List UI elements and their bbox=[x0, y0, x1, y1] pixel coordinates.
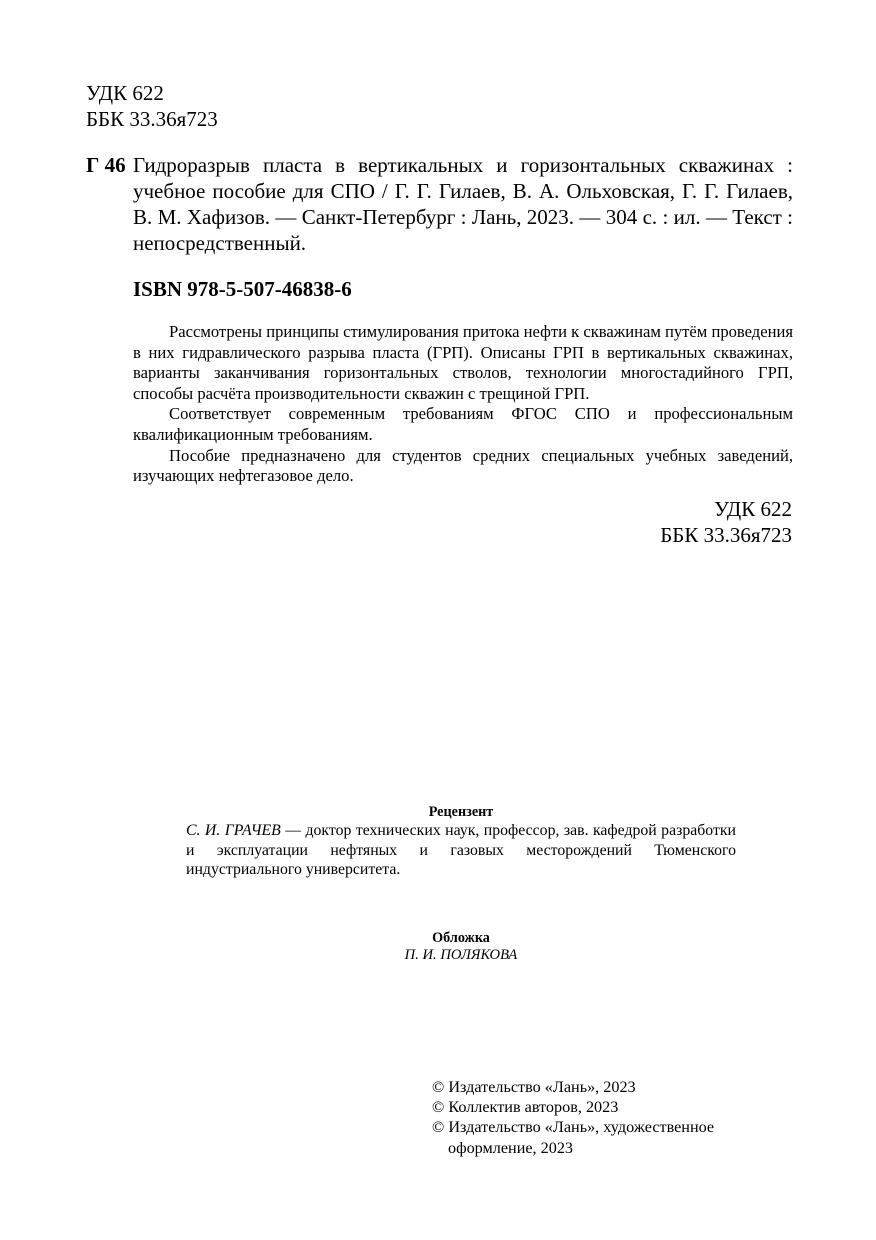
abstract-paragraph: Рассмотрены принципы стимулирования притока нефти к скважинам путём проведения в них гидравлического разрыва пласта (ГРП). Описаны ГРП в вертикальных скважинах, варианты заканчивания горизонтальных стволов, технологии многостадийного ГРП, способы расчёта производительности скважин с трещиной ГРП. bbox=[133, 322, 793, 403]
isbn: ISBN 978-5-507-46838-6 bbox=[133, 277, 352, 301]
classification-block-top bbox=[86, 80, 218, 132]
copyright-line: © Коллектив авторов, 2023 bbox=[432, 1098, 619, 1117]
abstract bbox=[133, 322, 793, 487]
reviewer-description: — доктор технических наук, профессор, зав. кафедрой разработки и эксплуатации нефтяных и газовых месторождений Тюменского индустриального университета. bbox=[186, 822, 736, 879]
cover-artist: П. И. ПОЛЯКОВА bbox=[404, 947, 518, 963]
classification-block-bottom bbox=[660, 496, 792, 548]
reviewer-heading: Рецензент bbox=[428, 804, 494, 820]
udk-code: УДК 622 bbox=[714, 497, 792, 521]
abstract-paragraph: Пособие предназначено для студентов средних специальных учебных заведений, изучающих нефтегазовое дело. bbox=[133, 445, 793, 486]
bibliographic-record: Гидроразрыв пласта в вертикальных и горизонтальных скважинах : учебное пособие для СПО / Г. Г. Гилаев, В. А. Ольховская, Г. Г. Гилаев, В. М. Хафизов. — Санкт-Петербург : Лань, 2023. — 304 с. : ил. — Текст : непосредственный. bbox=[133, 153, 793, 255]
abstract-paragraph: Соответствует современным требованиям ФГОС СПО и профессиональным квалификационным требованиям. bbox=[133, 404, 793, 444]
reviewer-text bbox=[186, 821, 736, 880]
author-mark: Г 46 bbox=[86, 153, 126, 177]
cover-heading: Обложка bbox=[432, 930, 490, 946]
copyright-line: оформление, 2023 bbox=[448, 1138, 574, 1157]
bbk-code: ББК 33.36я723 bbox=[660, 523, 792, 547]
copyright-line: © Издательство «Лань», художественное bbox=[432, 1118, 715, 1137]
copyright-line: © Издательство «Лань», 2023 bbox=[432, 1078, 636, 1096]
reviewer-name: С. И. ГРАЧЕВ bbox=[186, 822, 281, 839]
bbk-code: ББК 33.36я723 bbox=[86, 107, 218, 131]
udk-code: УДК 622 bbox=[86, 81, 164, 105]
copyright-block bbox=[432, 1077, 762, 1158]
